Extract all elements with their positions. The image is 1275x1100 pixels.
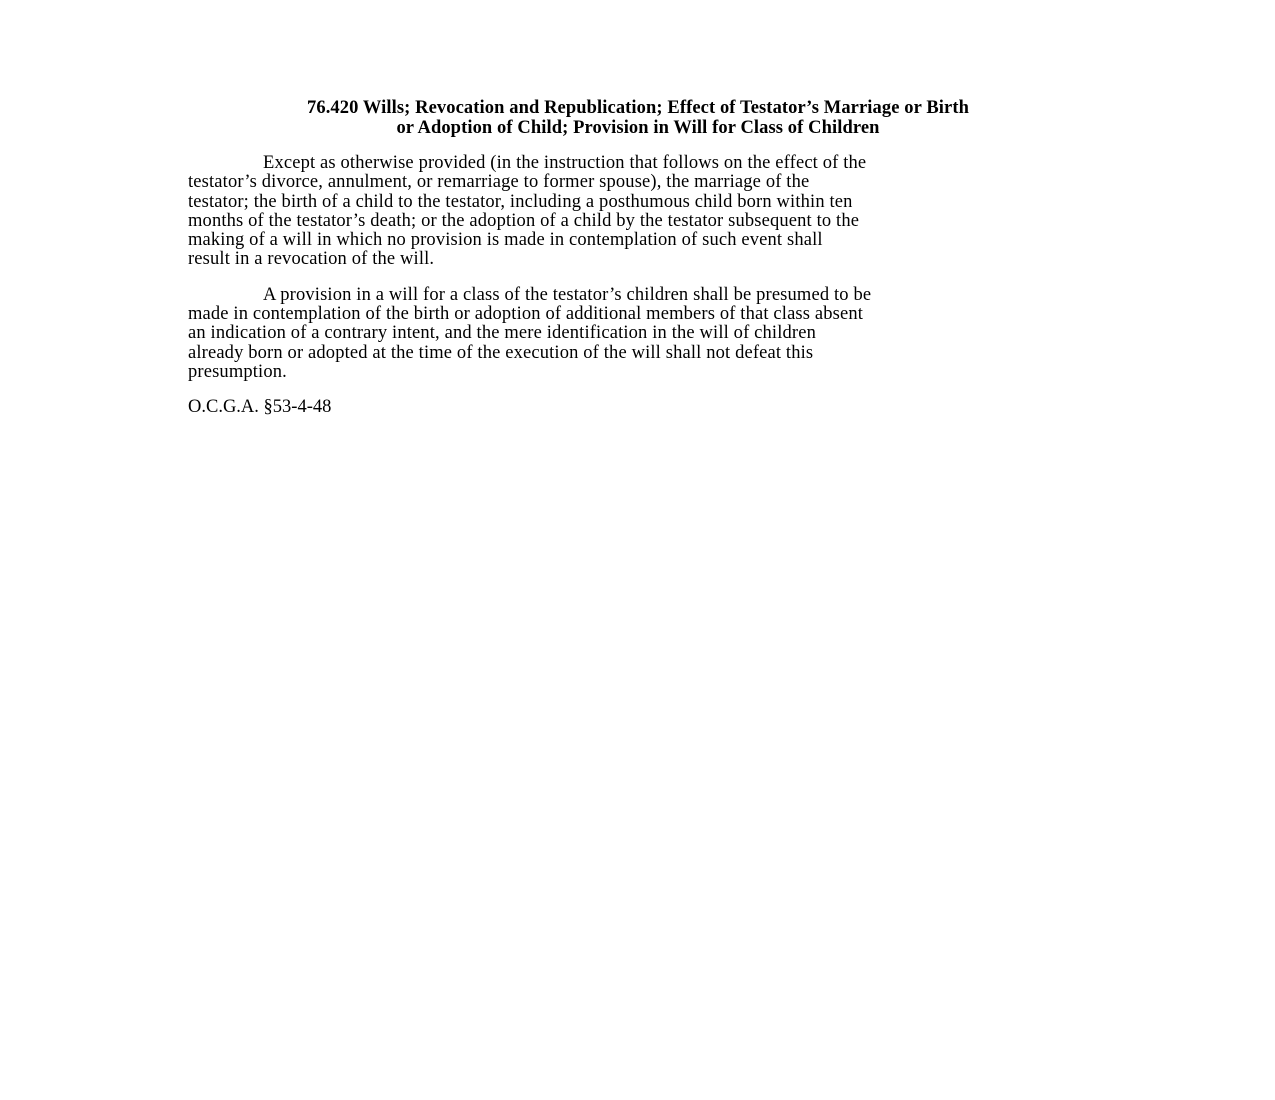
paragraph-line: an indication of a contrary intent, and the mere identification in the will of children [188, 323, 816, 344]
paragraph-line: made in contemplation of the birth or adoption of additional members of that class absent [188, 304, 864, 325]
paragraph-line: presumption. [188, 361, 287, 382]
title-line-2: or Adoption of Child; Provision in Will for Class of Children [396, 117, 880, 138]
paragraph-revocation [188, 154, 1088, 270]
statute-citation: O.C.G.A. §53-4-48 [188, 397, 332, 418]
paragraph-line: A provision in a will for a class of the testator’s children shall be presumed to be [263, 284, 872, 305]
document-title [188, 99, 1088, 138]
document-page [188, 99, 1088, 418]
paragraph-line: Except as otherwise provided (in the instruction that follows on the effect of the [263, 153, 867, 173]
paragraph-line: already born or adopted at the time of the execution of the will shall not defeat this [188, 342, 814, 363]
paragraph-line: making of a will in which no provision is made in contemplation of such event shall [188, 230, 823, 251]
paragraph-line: result in a revocation of the will. [188, 249, 435, 270]
paragraph-line: testator; the birth of a child to the testator, including a posthumous child born within ten [188, 191, 853, 212]
title-line-1: 76.420 Wills; Revocation and Republication; Effect of Testator’s Marriage or Birth [307, 98, 969, 118]
paragraph-line: testator’s divorce, annulment, or remarriage to former spouse), the marriage of the [188, 172, 810, 193]
paragraph-line: months of the testator’s death; or the adoption of a child by the testator subsequent to the [188, 210, 860, 231]
paragraph-class-of-children [188, 286, 1088, 382]
